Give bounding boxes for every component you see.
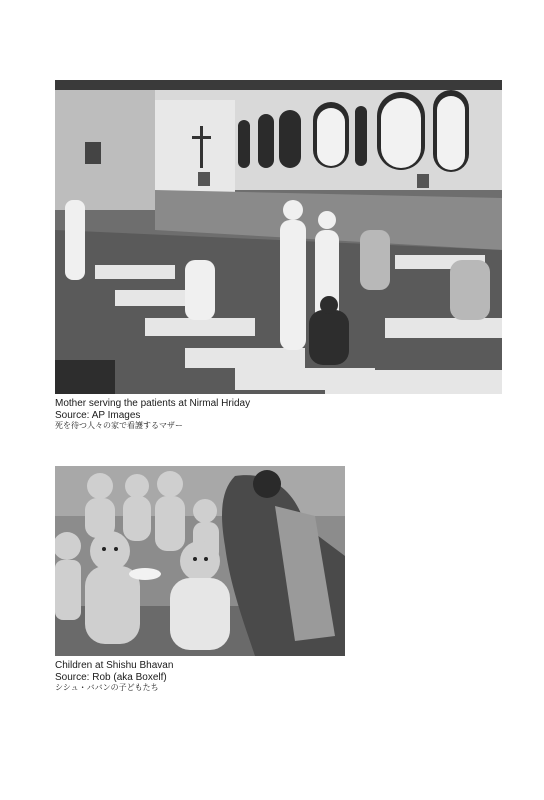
figure-shishu-bhavan (55, 466, 345, 693)
caption-japanese: シシュ・ババンの子どもたち (55, 683, 159, 692)
caption-source: Source: AP Images (55, 409, 141, 421)
caption-nirmal-hriday (55, 398, 502, 431)
caption-shishu-bhavan (55, 660, 345, 693)
ward-photo-illustration (55, 80, 502, 394)
caption-title: Mother serving the patients at Nirmal Hriday (55, 398, 251, 409)
caption-source: Source: Rob (aka Boxelf) (55, 671, 167, 683)
photo-shishu-bhavan (55, 466, 345, 656)
photo-nirmal-hriday (55, 80, 502, 394)
figure-nirmal-hriday (55, 80, 502, 431)
children-photo-illustration (55, 466, 345, 656)
caption-japanese: 死を待つ人々の家で看護するマザー (55, 421, 183, 430)
caption-title: Children at Shishu Bhavan (55, 660, 174, 671)
